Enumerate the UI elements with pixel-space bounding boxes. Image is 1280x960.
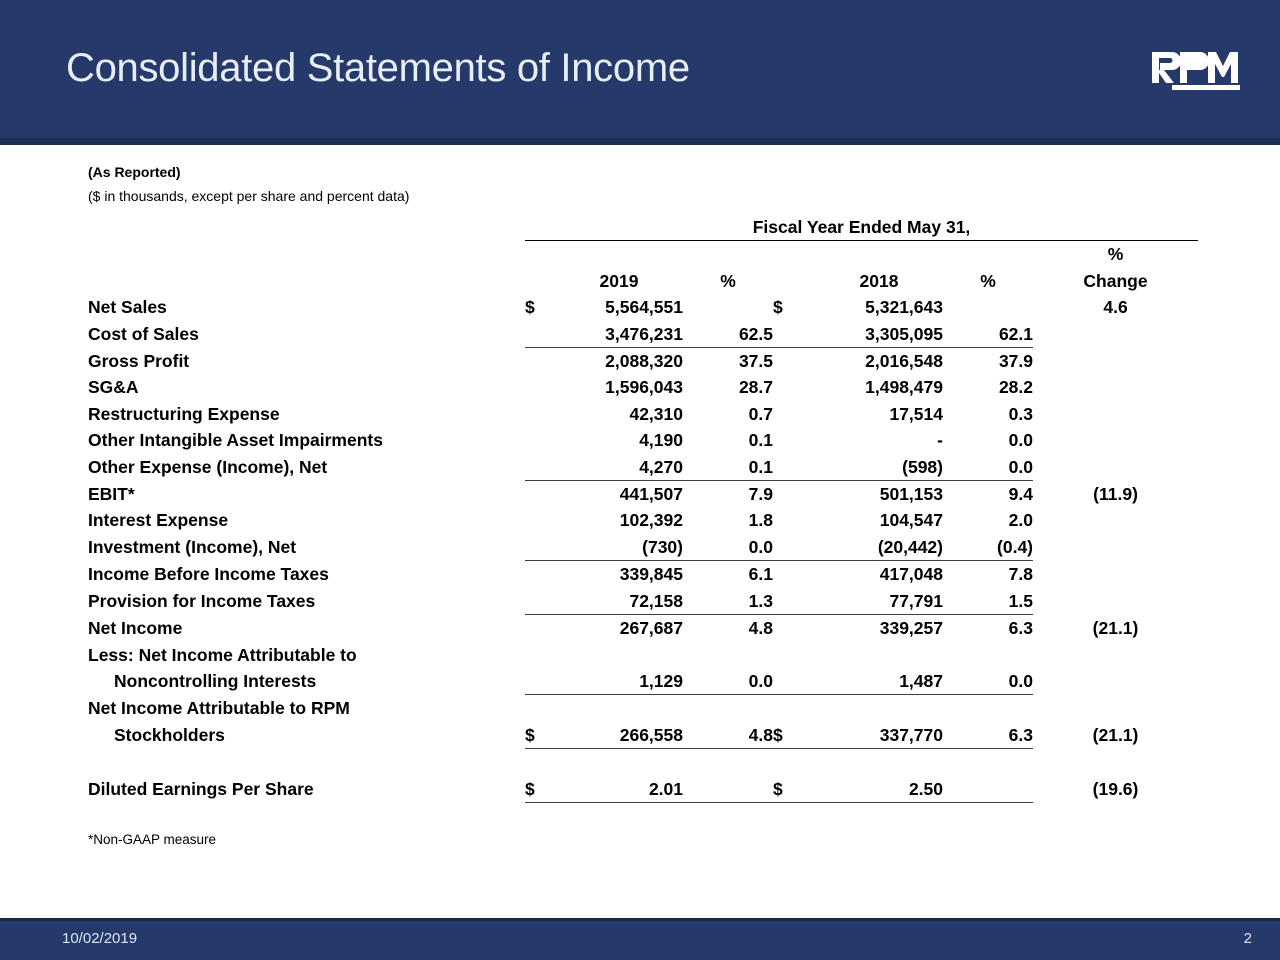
- row-currency-2018: [773, 588, 815, 615]
- row-percent-2018: 2.0: [1008, 510, 1033, 531]
- row-label: Restructuring Expense: [88, 403, 280, 424]
- table-span-header-row: [88, 214, 1198, 241]
- row-value-2019: [555, 695, 683, 722]
- row-currency-2018: [773, 534, 815, 561]
- row-currency-2019: [525, 668, 555, 695]
- column-header-year-2019: 2019: [599, 270, 639, 291]
- row-currency-2018: [773, 401, 815, 427]
- row-percent-2019: [683, 776, 773, 803]
- row-percent-change: [1033, 588, 1198, 615]
- row-percent-2018: 7.8: [1008, 564, 1033, 585]
- row-label: Other Expense (Income), Net: [88, 457, 328, 478]
- row-value-2019: 5,564,551: [605, 297, 683, 318]
- column-header-cur2-spacer: [773, 241, 815, 294]
- span-header-spacer: [88, 214, 525, 241]
- header-band-edge: [0, 138, 1280, 145]
- row-percent-2018: 0.0: [943, 454, 1033, 481]
- row-percent-2019: 4.8: [748, 618, 773, 639]
- income-statement-table: [88, 214, 1198, 803]
- row-currency-2019: [525, 561, 555, 588]
- column-header-label-spacer: [88, 241, 525, 294]
- row-currency-2018: [773, 749, 815, 776]
- row-percent-2018: 6.3: [943, 722, 1033, 749]
- row-value-2018: 77,791: [815, 588, 943, 615]
- row-percent-2019: [683, 749, 773, 776]
- column-header-cur1-spacer: [525, 241, 555, 294]
- row-percent-change: [1033, 321, 1198, 348]
- fiscal-year-span-header: Fiscal Year Ended May 31,: [525, 214, 1198, 241]
- row-value-2018: 5,321,643: [865, 297, 943, 318]
- row-percent-2019: [683, 695, 773, 722]
- row-percent-2018: 28.2: [998, 377, 1033, 398]
- row-percent-2019: 62.5: [683, 321, 773, 348]
- row-currency-2019: $: [525, 297, 535, 318]
- row-value-2019: 102,392: [619, 510, 683, 531]
- table-row: [88, 695, 1198, 722]
- row-label: Less: Net Income Attributable to: [88, 644, 357, 665]
- table-row: [88, 642, 1198, 668]
- row-label: Gross Profit: [88, 351, 190, 372]
- row-value-2019: 42,310: [629, 403, 683, 424]
- row-percent-2019: 28.7: [738, 377, 773, 398]
- row-value-2018: 3,305,095: [815, 321, 943, 348]
- row-currency-2018: [773, 427, 815, 453]
- table-row: [88, 776, 1198, 803]
- row-percent-2018: 1.5: [943, 588, 1033, 615]
- row-percent-2018: 6.3: [1008, 618, 1033, 639]
- table-row: [88, 427, 1198, 453]
- row-percent-change: [1033, 401, 1198, 427]
- row-value-2018: [815, 695, 943, 722]
- row-currency-2018: [773, 374, 815, 400]
- units-caption: ($ in thousands, except per share and percent data): [88, 188, 410, 204]
- row-value-2019: 1,129: [555, 668, 683, 695]
- row-currency-2018: $: [773, 722, 815, 749]
- row-percent-2019: [683, 294, 773, 320]
- row-percent-2019: 37.5: [738, 351, 773, 372]
- row-currency-2018: [773, 642, 815, 668]
- rpm-logo-icon: [1150, 50, 1242, 94]
- row-currency-2019: [525, 374, 555, 400]
- footer-page-number: 2: [1243, 930, 1252, 947]
- row-label: Investment (Income), Net: [88, 537, 297, 558]
- row-percent-change: (21.1): [1092, 725, 1139, 746]
- row-percent-2018: [943, 642, 1033, 668]
- row-percent-2018: 62.1: [943, 321, 1033, 348]
- table-row: [88, 615, 1198, 642]
- row-value-2018: 2,016,548: [865, 351, 943, 372]
- row-value-2018: [815, 749, 943, 776]
- row-percent-2018: (0.4): [943, 534, 1033, 561]
- pct-change-line1: %: [1107, 244, 1124, 265]
- row-percent-change: [1033, 534, 1198, 561]
- row-value-2018: [815, 642, 943, 668]
- table-row: [88, 321, 1198, 348]
- row-currency-2019: [525, 321, 555, 348]
- row-currency-2019: [525, 749, 555, 776]
- row-percent-2019: 1.3: [683, 588, 773, 615]
- row-percent-2018: 37.9: [998, 351, 1033, 372]
- page-title: Consolidated Statements of Income: [66, 46, 690, 90]
- row-percent-change: [1033, 427, 1198, 453]
- row-currency-2018: [773, 481, 815, 508]
- row-currency-2019: [525, 348, 555, 375]
- row-currency-2018: [773, 454, 815, 481]
- row-value-2019: 4,190: [639, 430, 683, 451]
- row-label: Income Before Income Taxes: [88, 564, 329, 585]
- row-value-2018: (598): [815, 454, 943, 481]
- row-percent-2019: 0.0: [683, 668, 773, 695]
- row-percent-change: (21.1): [1092, 618, 1139, 639]
- footer-top-edge: [0, 918, 1280, 921]
- row-value-2019: 339,845: [619, 564, 683, 585]
- row-percent-2018: [943, 294, 1033, 320]
- row-currency-2018: [773, 668, 815, 695]
- row-value-2018: 2.50: [815, 776, 943, 803]
- row-value-2019: 4,270: [555, 454, 683, 481]
- table-column-header-row: [88, 241, 1198, 294]
- row-currency-2019: [525, 588, 555, 615]
- table-row: [88, 534, 1198, 561]
- row-currency-2019: [525, 427, 555, 453]
- table-row: [88, 401, 1198, 427]
- row-currency-2019: $: [525, 776, 555, 803]
- row-value-2019: 72,158: [555, 588, 683, 615]
- row-label: SG&A: [88, 377, 139, 398]
- row-currency-2018: [773, 507, 815, 533]
- row-currency-2019: [525, 507, 555, 533]
- row-percent-change: 4.6: [1103, 297, 1128, 318]
- table-row: [88, 588, 1198, 615]
- row-percent-change: [1033, 561, 1198, 588]
- row-value-2019: 3,476,231: [555, 321, 683, 348]
- row-percent-change: [1033, 454, 1198, 481]
- row-value-2018: (20,442): [815, 534, 943, 561]
- row-percent-2019: 6.1: [748, 564, 773, 585]
- row-label: Stockholders: [114, 725, 225, 746]
- row-percent-change: [1033, 507, 1198, 533]
- row-currency-2019: [525, 534, 555, 561]
- column-header-pct-change: [1033, 241, 1198, 294]
- row-currency-2018: $: [773, 776, 815, 803]
- row-value-2019: [555, 749, 683, 776]
- row-value-2019: 267,687: [619, 618, 683, 639]
- row-label: Interest Expense: [88, 510, 229, 531]
- row-value-2019: (730): [555, 534, 683, 561]
- row-percent-2019: 1.8: [748, 510, 773, 531]
- income-statement-table-wrap: [0, 214, 1280, 803]
- row-percent-change: [1033, 695, 1198, 722]
- row-label: Other Intangible Asset Impairments: [88, 430, 383, 451]
- footer-date: 10/02/2019: [62, 930, 138, 947]
- table-row: [88, 749, 1198, 776]
- row-percent-change: [1033, 348, 1198, 375]
- row-percent-2018: [943, 776, 1033, 803]
- row-currency-2018: [773, 615, 815, 642]
- footer-band: [0, 918, 1280, 960]
- row-percent-2019: 0.0: [683, 534, 773, 561]
- row-percent-change: [1033, 374, 1198, 400]
- row-percent-2018: 9.4: [1008, 484, 1033, 505]
- row-percent-2019: 7.9: [748, 484, 773, 505]
- row-percent-change: (19.6): [1092, 779, 1139, 799]
- row-label: EBIT*: [88, 484, 135, 505]
- row-value-2018: 501,153: [879, 484, 943, 505]
- row-value-2019: 1,596,043: [605, 377, 683, 398]
- row-currency-2018: [773, 321, 815, 348]
- row-currency-2019: [525, 401, 555, 427]
- row-percent-2018: 0.0: [1008, 430, 1033, 451]
- row-currency-2018: [773, 561, 815, 588]
- table-row: [88, 481, 1198, 508]
- row-currency-2018: $: [773, 297, 783, 318]
- row-value-2018: 339,257: [879, 618, 943, 639]
- row-percent-change: [1033, 642, 1198, 668]
- row-label: Cost of Sales: [88, 324, 199, 345]
- table-row: [88, 668, 1198, 695]
- row-value-2018: 417,048: [879, 564, 943, 585]
- table-row: [88, 454, 1198, 481]
- column-header-pct-2018: %: [980, 270, 996, 291]
- row-currency-2019: $: [525, 722, 555, 749]
- non-gaap-footnote: *Non-GAAP measure: [88, 832, 217, 847]
- row-label: Net Income: [88, 618, 183, 639]
- row-label: [88, 749, 525, 776]
- row-percent-change: (11.9): [1093, 484, 1138, 505]
- row-label: Noncontrolling Interests: [114, 671, 317, 692]
- row-percent-2018: [943, 749, 1033, 776]
- pct-change-line2: Change: [1083, 270, 1148, 291]
- row-label: Diluted Earnings Per Share: [88, 779, 314, 799]
- table-row: [88, 374, 1198, 400]
- row-value-2018: 1,487: [815, 668, 943, 695]
- table-head: [88, 214, 1198, 294]
- table-row: [88, 348, 1198, 375]
- column-header-pct-2019: %: [720, 270, 736, 291]
- row-percent-2018: 0.0: [943, 668, 1033, 695]
- row-percent-2019: 0.7: [748, 403, 773, 424]
- row-value-2019: 441,507: [619, 484, 683, 505]
- as-reported-caption: (As Reported): [88, 164, 181, 180]
- row-currency-2018: [773, 348, 815, 375]
- rpm-logo: [1150, 50, 1242, 94]
- row-value-2018: 17,514: [889, 403, 943, 424]
- row-value-2018: 1,498,479: [865, 377, 943, 398]
- table-body: [88, 294, 1198, 802]
- row-percent-2019: 0.1: [748, 430, 773, 451]
- row-percent-2018: [943, 695, 1033, 722]
- row-value-2019: 2,088,320: [605, 351, 683, 372]
- row-percent-2019: 4.8: [683, 722, 773, 749]
- table-row: [88, 561, 1198, 588]
- row-value-2018: 337,770: [815, 722, 943, 749]
- row-value-2019: 2.01: [555, 776, 683, 803]
- table-row: [88, 294, 1198, 320]
- column-header-year-2018: 2018: [859, 270, 899, 291]
- row-value-2019: [555, 642, 683, 668]
- row-currency-2019: [525, 481, 555, 508]
- row-value-2019: 266,558: [555, 722, 683, 749]
- row-currency-2019: [525, 695, 555, 722]
- row-percent-2019: 0.1: [683, 454, 773, 481]
- row-label: Net Income Attributable to RPM: [88, 698, 350, 719]
- row-label: Provision for Income Taxes: [88, 591, 316, 612]
- table-row: [88, 507, 1198, 533]
- row-currency-2019: [525, 615, 555, 642]
- row-percent-change: [1033, 749, 1198, 776]
- row-currency-2018: [773, 695, 815, 722]
- row-currency-2019: [525, 642, 555, 668]
- row-value-2018: -: [937, 430, 943, 451]
- row-percent-2018: 0.3: [1008, 403, 1033, 424]
- row-percent-change: [1033, 668, 1198, 695]
- row-percent-2019: [683, 642, 773, 668]
- table-row: [88, 722, 1198, 749]
- row-value-2018: 104,547: [879, 510, 943, 531]
- row-currency-2019: [525, 454, 555, 481]
- row-label: Net Sales: [88, 297, 167, 318]
